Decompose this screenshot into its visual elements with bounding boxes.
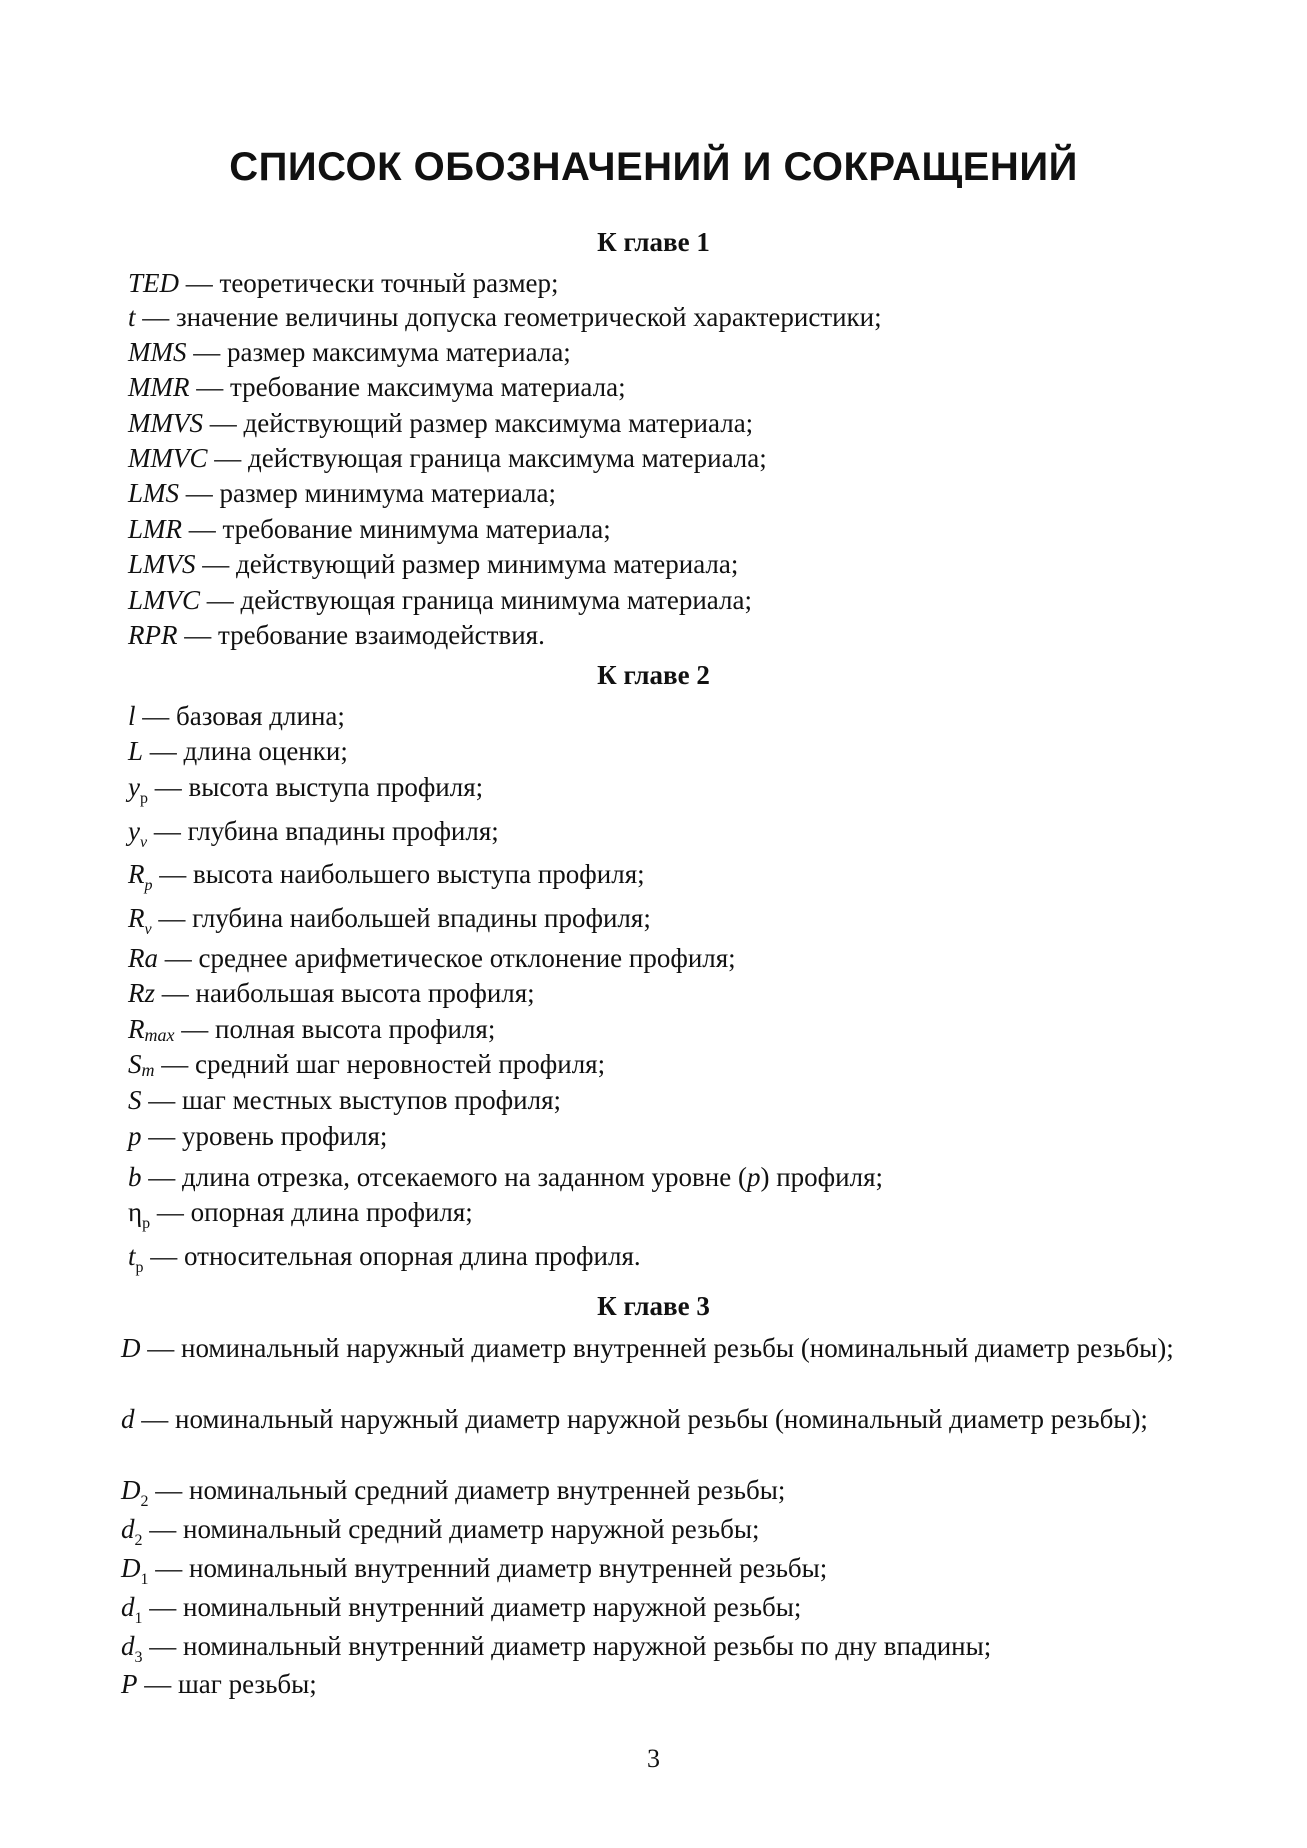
page-number: 3 xyxy=(647,1744,660,1773)
symbol: RPR xyxy=(128,620,178,650)
symbol: t xyxy=(128,302,136,332)
symbol: p xyxy=(746,1162,761,1192)
list-item xyxy=(128,584,752,617)
definition: — шаг резьбы; xyxy=(137,1669,317,1699)
definition-tail: ) профиля; xyxy=(760,1162,884,1192)
definition: — шаг местных выступов профиля; xyxy=(141,1085,562,1115)
symbol: LMR xyxy=(128,514,182,544)
definition: — опорная длина профиля; xyxy=(150,1197,473,1227)
symbol: D xyxy=(121,1333,141,1363)
definition: — номинальный средний диаметр наружной резьбы; xyxy=(142,1514,760,1544)
symbol: S xyxy=(128,1049,142,1079)
definition: — базовая длина; xyxy=(135,701,345,731)
symbol: LMVS xyxy=(128,549,196,579)
definition: — уровень профиля; xyxy=(141,1121,388,1151)
definition: — высота выступа профиля; xyxy=(147,772,484,802)
definition: — высота наибольшего выступа профиля; xyxy=(152,859,645,889)
definition: — номинальный средний диаметр внутренней резьбы; xyxy=(148,1475,786,1505)
symbol: p xyxy=(128,1121,142,1151)
definition: — относительная опорная длина профиля. xyxy=(143,1241,641,1271)
definition: — размер максимума материала; xyxy=(186,337,571,367)
subscript: p xyxy=(139,790,148,807)
symbol: η xyxy=(128,1197,143,1227)
page-title: СПИСОК ОБОЗНАЧЕНИЙ И СОКРАЩЕНИЙ xyxy=(229,145,1078,189)
chapter-3-heading: К главе 3 xyxy=(597,1291,710,1321)
definition: — номинальный наружный диаметр наружной резьбы (номинальный диаметр резьбы); xyxy=(134,1404,1148,1434)
symbol: L xyxy=(128,736,144,766)
definition: — действующая граница минимума материала; xyxy=(200,585,752,615)
symbol: y xyxy=(128,772,140,802)
list-item xyxy=(128,815,499,859)
list-item xyxy=(121,1591,801,1635)
list-item xyxy=(121,1474,785,1518)
definition: — требование взаимодействия. xyxy=(177,620,545,650)
symbol: b xyxy=(128,1162,142,1192)
definition: — значение величины допуска геометрической характеристики; xyxy=(135,302,882,332)
definition: — требование максимума материала; xyxy=(189,372,626,402)
subscript: p xyxy=(135,1259,144,1276)
list-item xyxy=(128,1048,605,1087)
subscript: v xyxy=(139,834,148,851)
list-item xyxy=(128,371,626,404)
symbol: y xyxy=(128,816,140,846)
list-item xyxy=(128,1161,883,1194)
chapter-1-heading: К главе 1 xyxy=(597,227,710,257)
symbol: Rz xyxy=(128,978,155,1008)
list-item xyxy=(128,619,545,652)
definition: — наибольшая высота профиля; xyxy=(155,978,535,1008)
symbol: Ra xyxy=(128,943,158,973)
definition: — номинальный внутренний диаметр внутренней резьбы; xyxy=(148,1553,828,1583)
symbol: MMVC xyxy=(128,443,208,473)
definition: — действующий размер максимума материала; xyxy=(202,408,754,438)
list-item xyxy=(121,1402,1195,1437)
subscript: 3 xyxy=(134,1649,143,1666)
symbol: d xyxy=(121,1631,135,1661)
symbol: LMS xyxy=(128,478,180,508)
list-item xyxy=(128,858,645,902)
chapter-2-heading: К главе 2 xyxy=(597,660,710,690)
symbol: P xyxy=(121,1669,138,1699)
symbol: MMVS xyxy=(128,408,203,438)
list-item xyxy=(121,1513,759,1557)
list-item xyxy=(128,477,556,510)
symbol: LMVC xyxy=(128,585,201,615)
symbol: D xyxy=(121,1475,141,1505)
subscript: 1 xyxy=(140,1571,149,1588)
symbol: d xyxy=(121,1404,135,1434)
definition: — среднее арифметическое отклонение профиля; xyxy=(158,943,736,973)
symbol: S xyxy=(128,1085,142,1115)
list-item xyxy=(128,942,736,975)
subscript: p xyxy=(144,877,153,894)
subscript: 1 xyxy=(134,1610,143,1627)
list-item xyxy=(128,267,559,300)
list-item xyxy=(121,1331,1195,1366)
subscript: v xyxy=(144,921,152,938)
definition: — средний шаг неровностей профиля; xyxy=(154,1049,606,1079)
list-item xyxy=(128,1240,641,1284)
definition: — размер минимума материала; xyxy=(179,478,557,508)
symbol: d xyxy=(121,1514,135,1544)
subscript: max xyxy=(144,1025,175,1045)
list-item xyxy=(128,700,345,733)
list-item xyxy=(128,336,571,369)
definition: — требование минимума материала; xyxy=(182,514,611,544)
definition: — длина оценки; xyxy=(143,736,348,766)
symbol: d xyxy=(121,1592,135,1622)
symbol: t xyxy=(128,1241,136,1271)
list-item xyxy=(128,735,348,768)
definition: — номинальный внутренний диаметр наружной резьбы; xyxy=(142,1592,802,1622)
symbol: TED xyxy=(128,268,180,298)
definition: — действующий размер минимума материала; xyxy=(195,549,739,579)
list-item xyxy=(128,548,738,581)
list-item xyxy=(128,1084,561,1117)
symbol: R xyxy=(128,859,145,889)
definition: — глубина впадины профиля; xyxy=(147,816,499,846)
definition: — длина отрезка, отсекаемого на заданном уровне ( xyxy=(141,1162,747,1192)
list-item xyxy=(128,442,767,475)
list-item xyxy=(128,1120,387,1153)
list-item xyxy=(121,1552,827,1596)
definition: — номинальный наружный диаметр внутренней резьбы (номинальный диаметр резьбы); xyxy=(140,1333,1174,1363)
list-item xyxy=(128,301,882,334)
definition: — номинальный внутренний диаметр наружной резьбы по дну впадины; xyxy=(142,1631,992,1661)
subscript: p xyxy=(142,1215,151,1232)
symbol: R xyxy=(128,903,145,933)
definition: — действующая граница максимума материала; xyxy=(207,443,767,473)
symbol: l xyxy=(128,701,136,731)
list-item xyxy=(128,771,483,815)
list-item xyxy=(128,1013,495,1052)
list-item xyxy=(128,977,535,1010)
list-item xyxy=(128,1196,473,1240)
definition: — теоретически точный размер; xyxy=(179,268,559,298)
subscript: 2 xyxy=(134,1532,143,1549)
definition: — полная высота профиля; xyxy=(174,1014,496,1044)
symbol: D xyxy=(121,1553,141,1583)
definition: — глубина наибольшей впадины профиля; xyxy=(151,903,651,933)
symbol: R xyxy=(128,1014,145,1044)
symbol: MMR xyxy=(128,372,190,402)
subscript: 2 xyxy=(140,1493,149,1510)
list-item xyxy=(128,902,651,946)
symbol: MMS xyxy=(128,337,187,367)
list-item xyxy=(128,513,611,546)
subscript: m xyxy=(141,1060,155,1080)
list-item xyxy=(121,1668,317,1701)
list-item xyxy=(128,407,753,440)
